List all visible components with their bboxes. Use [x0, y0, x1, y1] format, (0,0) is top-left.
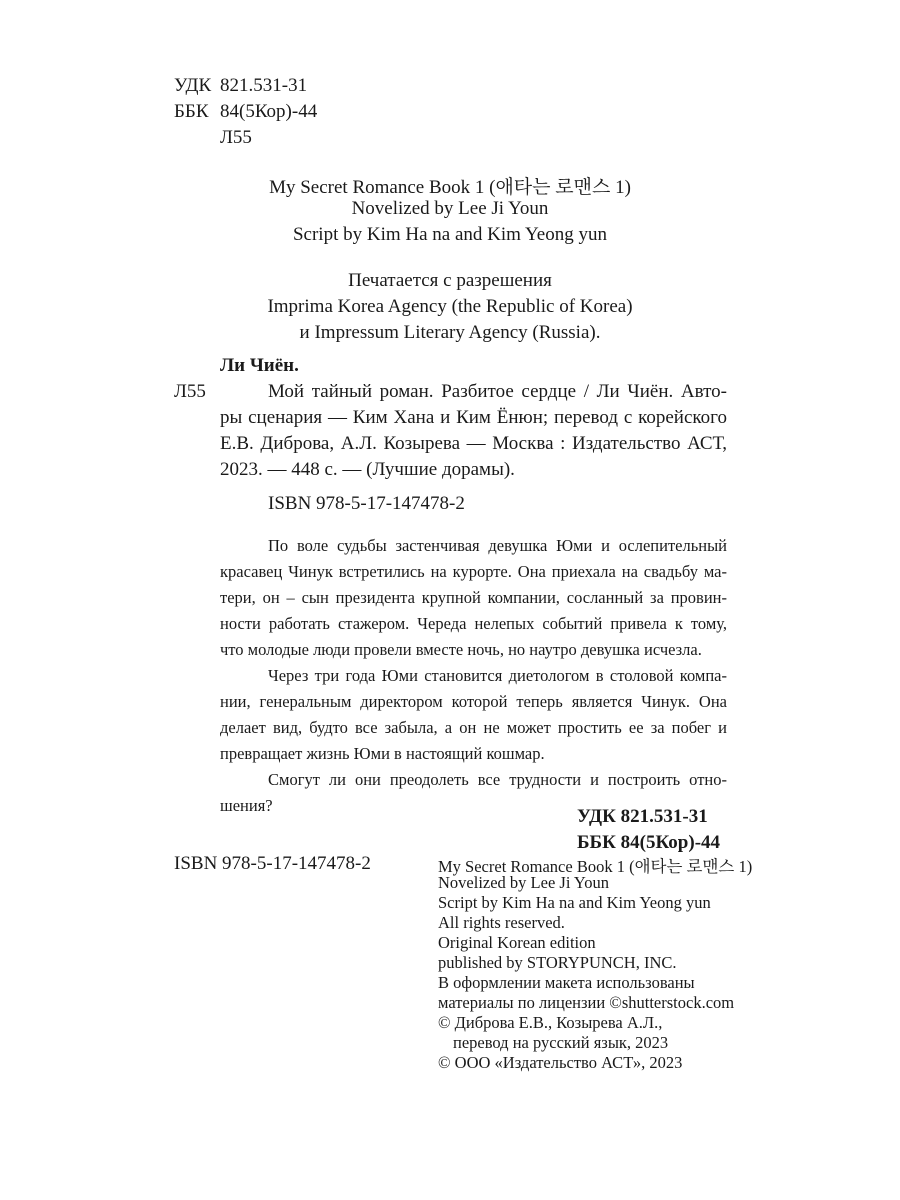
annotation-line: По воле судьбы застенчивая девушка Юми и ослепительный: [268, 536, 727, 555]
annotation-line: делает вид, будто все забыла, а он не может простить ее за побег и: [220, 718, 727, 737]
catalog-line: Мой тайный роман. Разбитое сердце / Ли Чиён. Авто-: [268, 381, 727, 402]
permission-line: Печатается с разрешения: [348, 270, 552, 291]
annotation-line: Через три года Юми становится диетологом в столовой компа-: [268, 666, 727, 685]
imprint-line: В оформлении макета использованы: [438, 973, 695, 992]
catalog-line: 2023. — 448 с. — (Лучшие дорамы).: [220, 459, 515, 480]
imprint-line: материалы по лицензии ©shutterstock.com: [438, 993, 735, 1012]
imprint-isbn: ISBN 978-5-17-147478-2: [174, 853, 371, 874]
original-script-line: Script by Kim Ha na and Kim Yeong yun: [292, 224, 607, 245]
udk-value: 821.531-31: [220, 75, 308, 96]
imprint-line: published by STORYPUNCH, INC.: [438, 953, 677, 972]
annotation-line: шения?: [220, 796, 273, 815]
imprint-line: Novelized by Lee Ji Youn: [438, 873, 609, 892]
annotation-line: тери, он – сын президента крупной компании, сосланный за провин-: [220, 588, 727, 607]
udk-label: УДК: [174, 75, 212, 96]
imprint-line: My Secret Romance Book 1 (애타는 로맨스 1): [438, 857, 753, 876]
imprint-line: All rights reserved.: [438, 913, 565, 932]
permission-line: Imprima Korea Agency (the Republic of Korea): [267, 296, 633, 317]
original-novelized-line: Novelized by Lee Ji Youn: [351, 198, 549, 219]
imprint-line: © ООО «Издательство АСТ», 2023: [438, 1053, 683, 1072]
bbk-value: 84(5Кор)-44: [220, 101, 318, 122]
author-sign: Л55: [220, 127, 252, 148]
imprint-line: © Диброва Е.В., Козырева А.Л.,: [438, 1013, 663, 1032]
catalog-sign: Л55: [174, 381, 206, 402]
imprint-line: Script by Kim Ha na and Kim Yeong yun: [438, 893, 711, 912]
imprint-line: Original Korean edition: [438, 933, 596, 952]
annotation-line: ности работать стажером. Череда нелепых событий привела к тому,: [220, 614, 727, 633]
catalog-line: Е.В. Диброва, А.Л. Козырева — Москва : Издательство АСТ,: [220, 433, 727, 454]
annotation-line: Смогут ли они преодолеть все трудности и построить отно-: [268, 770, 727, 789]
annotation-line: что молодые люди провели вместе ночь, но наутро девушка исчезла.: [220, 640, 702, 659]
annotation-line: превращает жизнь Юми в настоящий кошмар.: [220, 744, 545, 763]
annotation-line: нии, генеральным директором которой теперь является Чинук. Она: [220, 692, 727, 711]
annotation-line: красавец Чинук встретились на курорте. Она приехала на свадьбу ма-: [220, 562, 727, 581]
permission-line: и Impressum Literary Agency (Russia).: [299, 322, 601, 343]
original-title-line: My Secret Romance Book 1 (애타는 로맨스 1): [269, 177, 631, 198]
catalog-isbn: ISBN 978-5-17-147478-2: [268, 493, 465, 514]
catalog-author-heading: Ли Чиён.: [220, 355, 299, 376]
udk-bold: УДК 821.531-31: [577, 806, 708, 827]
imprint-line: перевод на русский язык, 2023: [453, 1033, 669, 1052]
bbk-bold: ББК 84(5Кор)-44: [577, 832, 721, 853]
bbk-label: ББК: [174, 101, 209, 122]
catalog-line: ры сценария — Ким Хана и Ким Ёнюн; перевод с корейского: [220, 407, 727, 428]
